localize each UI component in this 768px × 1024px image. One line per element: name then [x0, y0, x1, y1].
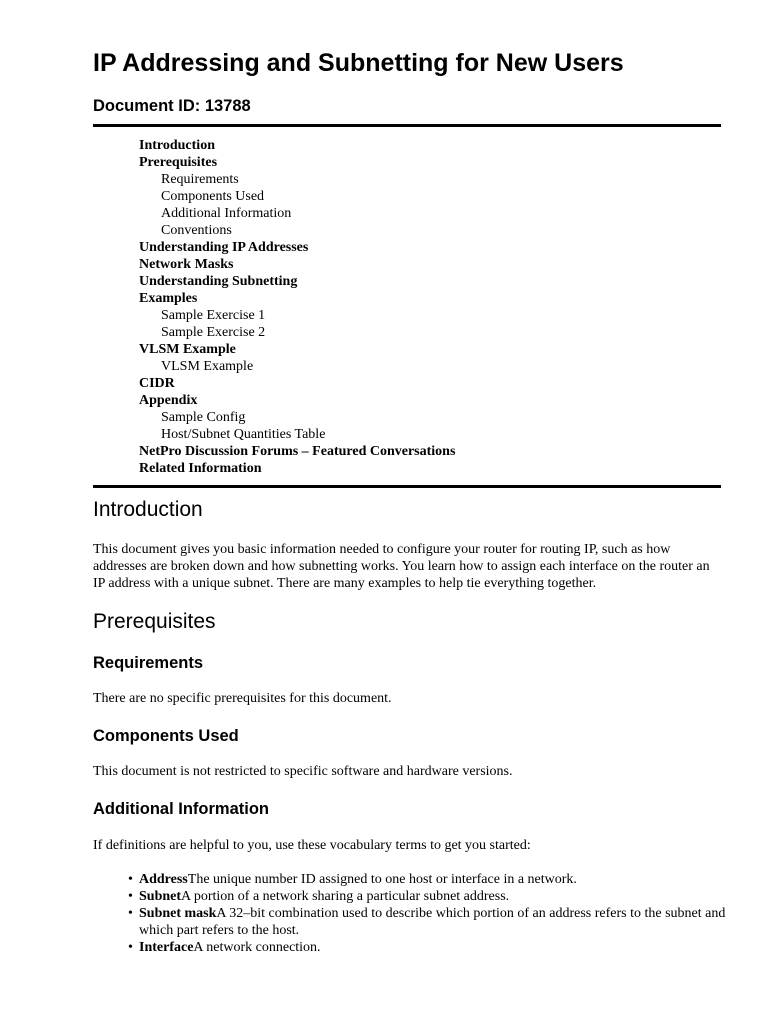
term-definition: A network connection. [193, 940, 321, 955]
page-title: IP Addressing and Subnetting for New Users [93, 49, 624, 77]
additional-info-paragraph: If definitions are helpful to you, use these vocabulary terms to get you started: [93, 838, 531, 853]
term-label: Address [139, 872, 188, 887]
toc-link[interactable]: CIDR [139, 376, 175, 391]
requirements-heading: Requirements [93, 654, 204, 672]
toc-link[interactable]: Prerequisites [139, 155, 218, 170]
vocabulary-list [128, 871, 728, 956]
components-paragraph: This document is not restricted to specific software and hardware versions. [93, 764, 513, 779]
divider-top [93, 124, 721, 127]
bullet-icon: • [128, 940, 133, 955]
requirements-paragraph: There are no specific prerequisites for this document. [93, 691, 392, 706]
list-item [128, 939, 728, 956]
toc-link[interactable]: Host/Subnet Quantities Table [161, 427, 326, 442]
term-label: Subnet [139, 889, 182, 904]
toc-link[interactable]: NetPro Discussion Forums – Featured Conversations [139, 444, 456, 459]
term-definition: A portion of a network sharing a particular subnet address. [181, 889, 510, 904]
introduction-paragraph: This document gives you basic information needed to configure your router for routing IP, such as how addresses are broken down and how subnetting works. You learn how to assign each interface on the router an IP address with a unique subnet. There are many examples to help tie everything together. [93, 542, 710, 591]
list-item [128, 871, 728, 888]
toc-link[interactable]: Introduction [139, 138, 215, 153]
toc-link[interactable]: Related Information [139, 461, 262, 476]
table-of-contents [139, 137, 719, 477]
bullet-icon: • [128, 889, 133, 904]
prerequisites-heading: Prerequisites [93, 610, 216, 633]
list-item [128, 905, 728, 939]
toc-link[interactable]: VLSM Example [139, 342, 236, 357]
toc-link[interactable]: Understanding Subnetting [139, 274, 298, 289]
toc-link[interactable]: Network Masks [139, 257, 234, 272]
list-item [128, 888, 728, 905]
term-definition: The unique number ID assigned to one host or interface in a network. [187, 872, 577, 887]
divider-bottom [93, 485, 721, 488]
toc-link[interactable]: Understanding IP Addresses [139, 240, 309, 255]
bullet-icon: • [128, 906, 133, 921]
toc-link[interactable]: Sample Config [161, 410, 246, 425]
additional-info-heading: Additional Information [93, 800, 269, 818]
toc-link[interactable]: Appendix [139, 393, 198, 408]
term-label: Subnet mask [139, 906, 217, 921]
toc-link[interactable]: VLSM Example [161, 359, 254, 374]
toc-link[interactable]: Sample Exercise 1 [161, 308, 266, 323]
components-heading: Components Used [93, 727, 239, 745]
bullet-icon: • [128, 872, 133, 887]
toc-link[interactable]: Conventions [161, 223, 232, 238]
toc-link[interactable]: Additional Information [161, 206, 292, 221]
term-definition: A 32–bit combination used to describe which portion of an address refers to the subnet and which part refers to the host. [139, 906, 726, 938]
toc-link[interactable]: Components Used [161, 189, 265, 204]
toc-link[interactable]: Sample Exercise 2 [161, 325, 266, 340]
toc-link[interactable]: Requirements [161, 172, 239, 187]
toc-link[interactable]: Examples [139, 291, 198, 306]
introduction-heading: Introduction [93, 498, 203, 521]
term-label: Interface [139, 940, 194, 955]
document-id: Document ID: 13788 [93, 97, 251, 115]
